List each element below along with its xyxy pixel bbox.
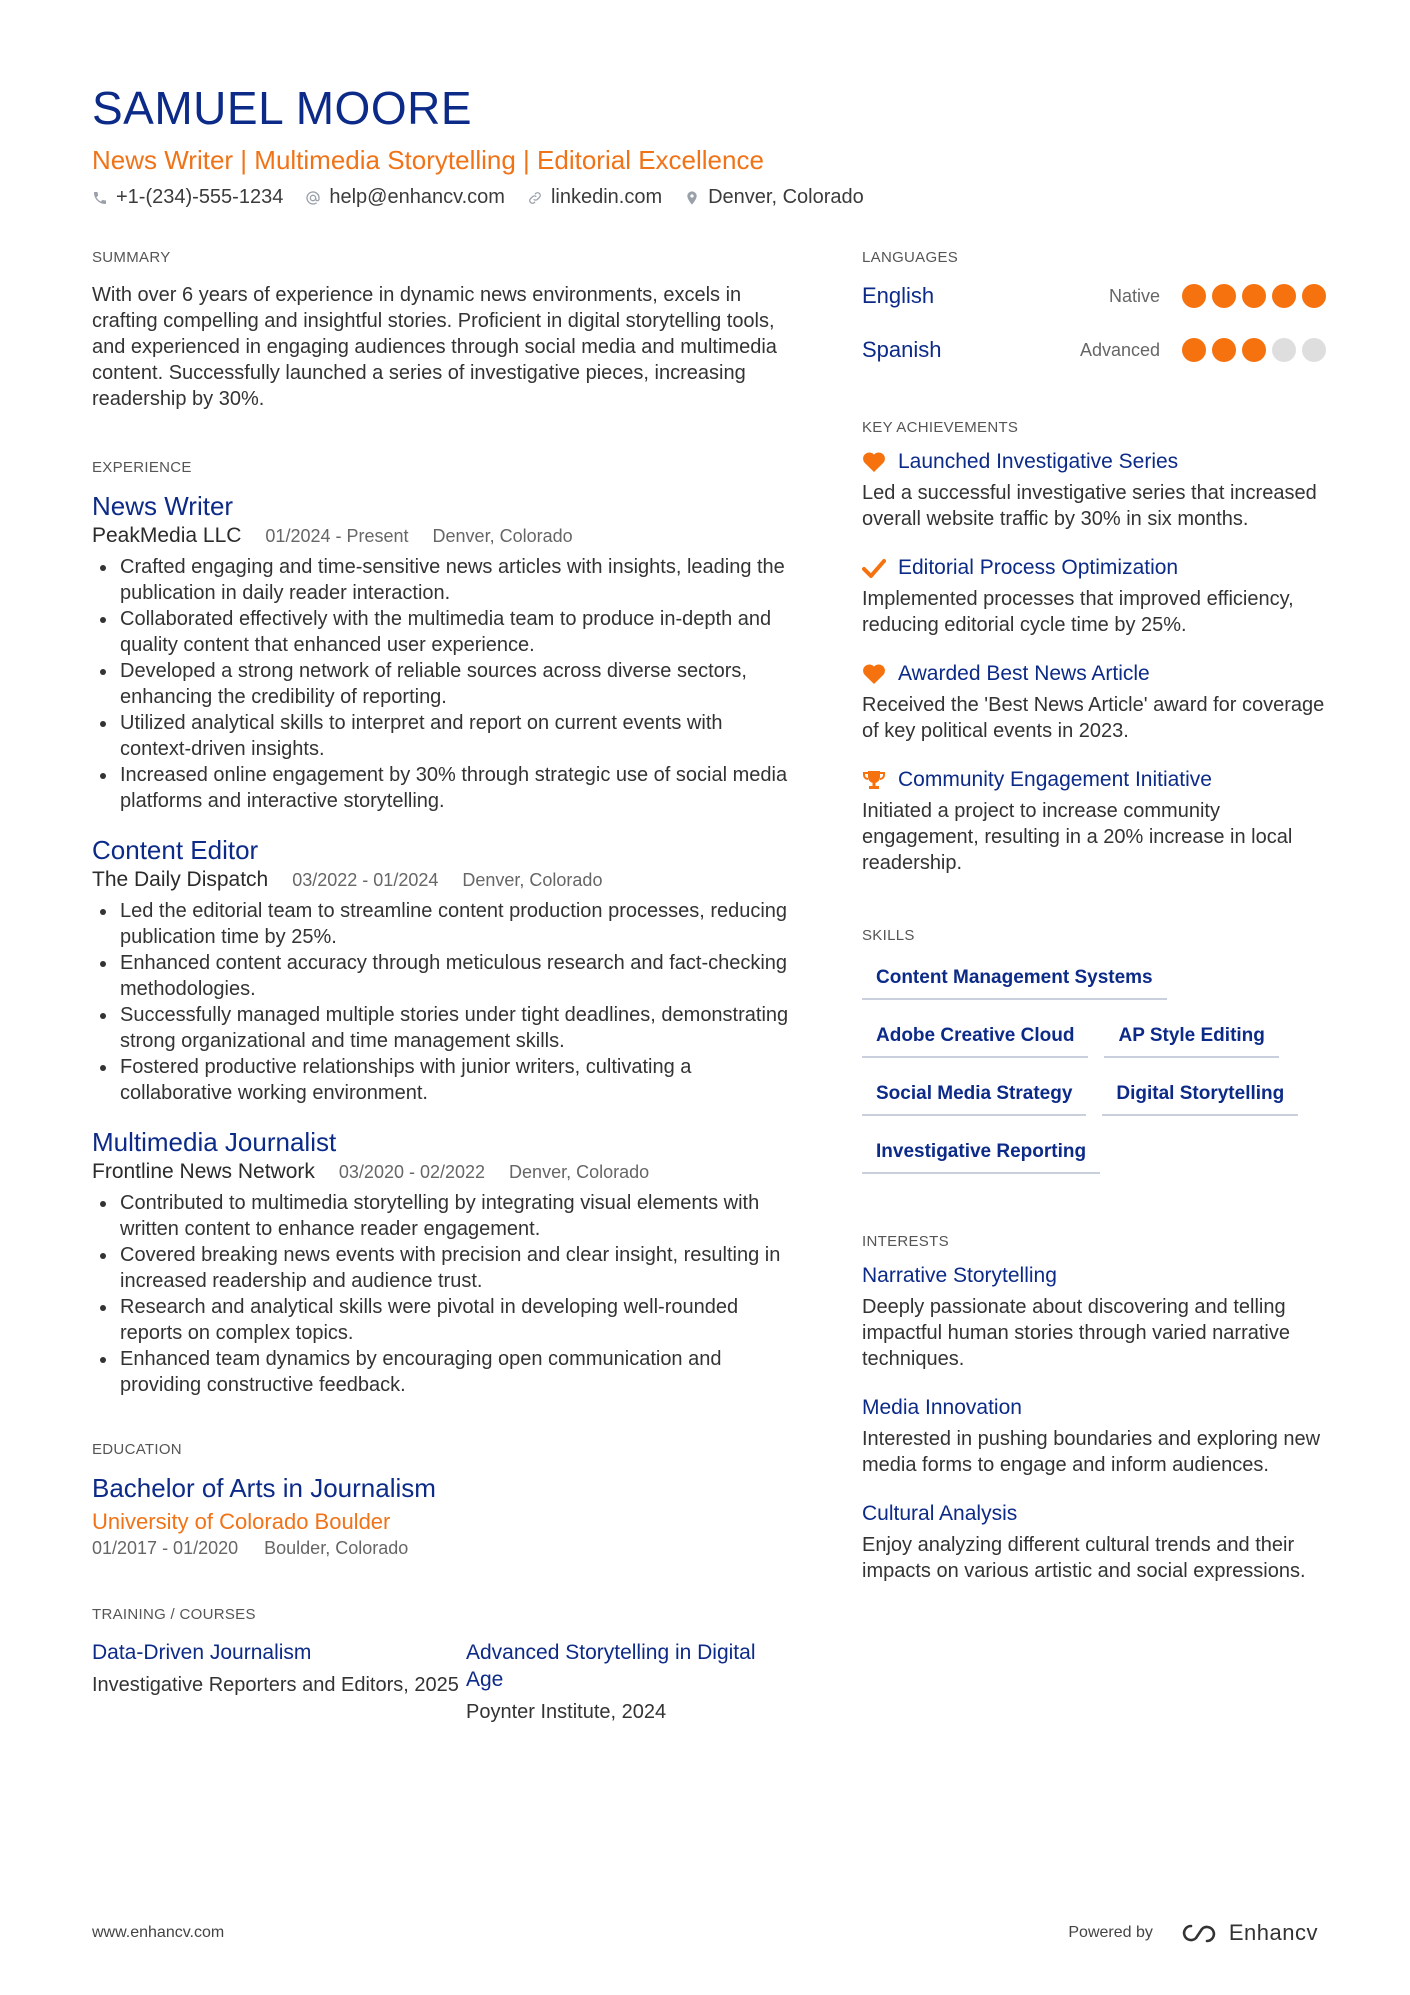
heart-icon: [862, 663, 886, 685]
achievement-head: [862, 554, 1326, 582]
job-bullet: Contributed to multimedia storytelling by integrating visual elements with written content to enhance reader engagement.: [92, 1190, 792, 1242]
heart-icon: [862, 451, 886, 473]
interest-title: Media Innovation: [862, 1396, 1022, 1419]
check-icon: [862, 557, 886, 579]
contact-location-text: Denver, Colorado: [708, 186, 864, 208]
job-entry: [92, 490, 792, 814]
language-name: English: [862, 283, 935, 308]
interest-desc: Enjoy analyzing different cultural trends and their impacts on various artistic and social expressions.: [862, 1534, 1306, 1582]
interests-section: [862, 1232, 1326, 1584]
contact-phone-text: +1-(234)-555-1234: [116, 186, 284, 208]
skill-tag: Content Management Systems: [862, 956, 1167, 1000]
interests-heading: INTERESTS: [862, 1233, 949, 1250]
achievement-title: Editorial Process Optimization: [898, 556, 1179, 579]
achievement-title: Launched Investigative Series: [898, 450, 1179, 473]
achievement-title: Awarded Best News Article: [898, 662, 1150, 685]
language-level: Advanced: [1079, 339, 1160, 360]
course-title: Advanced Storytelling in Digital Age: [466, 1641, 756, 1691]
course-item: [466, 1639, 766, 1725]
experience-section: [92, 458, 792, 1398]
contact-location: [684, 186, 864, 209]
rating-dot-filled: [1302, 284, 1326, 308]
location-pin-icon: [684, 190, 700, 206]
job-bullet: Increased online engagement by 30% through strategic use of social media platforms and interactive storytelling.: [92, 762, 792, 814]
left-column: [92, 248, 792, 1725]
education-degree: Bachelor of Arts in Journalism: [92, 1473, 436, 1503]
achievement-title: Community Engagement Initiative: [898, 768, 1212, 791]
right-column: [862, 248, 1326, 1584]
achievement-desc: Led a successful investigative series that increased overall website traffic by 30% in six months.: [862, 482, 1317, 530]
job-bullet: Covered breaking news events with precision and clear insight, resulting in increased readership and audience trust.: [92, 1242, 792, 1294]
job-bullet: Developed a strong network of reliable sources across diverse sectors, enhancing the credibility of reporting.: [92, 658, 792, 710]
training-section: [92, 1605, 792, 1725]
resume-header: [92, 82, 1332, 209]
job-bullets: [92, 1190, 792, 1398]
course-list: [92, 1639, 792, 1725]
job-bullet: Research and analytical skills were pivotal in developing well-rounded reports on complex topics.: [92, 1294, 792, 1346]
achievement-item: [862, 448, 1326, 532]
candidate-headline: News Writer | Multimedia Storytelling | Editorial Excellence: [92, 145, 764, 175]
skill-tag: Investigative Reporting: [862, 1130, 1100, 1174]
contact-email-text: help@enhancv.com: [329, 186, 505, 208]
skill-tag: Social Media Strategy: [862, 1072, 1086, 1116]
job-bullet: Led the editorial team to streamline content production processes, reducing publication time by 25%.: [92, 898, 792, 950]
education-location: Boulder, Colorado: [264, 1538, 409, 1558]
job-title: News Writer: [92, 491, 234, 521]
interest-item: [862, 1500, 1326, 1584]
language-rating: [1176, 338, 1326, 362]
job-bullets: [92, 898, 792, 1106]
experience-heading: EXPERIENCE: [92, 459, 192, 476]
job-title: Multimedia Journalist: [92, 1127, 337, 1157]
rating-dot-filled: [1242, 338, 1266, 362]
interest-desc: Deeply passionate about discovering and telling impactful human stories through varied narrative techniques.: [862, 1296, 1290, 1370]
summary-section: [92, 248, 792, 412]
brand-name: Enhancv: [1228, 1920, 1318, 1945]
skill-tag: AP Style Editing: [1104, 1014, 1278, 1058]
enhancv-logo-icon: [1177, 1922, 1221, 1944]
rating-dot-filled: [1272, 284, 1296, 308]
interest-title: Narrative Storytelling: [862, 1264, 1057, 1287]
languages-section: [862, 248, 1326, 366]
job-meta: [92, 524, 792, 548]
job-title: Content Editor: [92, 835, 259, 865]
contact-linkedin[interactable]: [527, 186, 662, 209]
skills-section: [862, 926, 1326, 1188]
link-icon: [527, 190, 543, 206]
job-entry: [92, 834, 792, 1106]
training-heading: TRAINING / COURSES: [92, 1606, 256, 1623]
job-location: Denver, Colorado: [432, 526, 573, 546]
interest-item: [862, 1262, 1326, 1372]
job-company: Frontline News Network: [92, 1160, 315, 1183]
rating-dot-filled: [1182, 284, 1206, 308]
contact-linkedin-text: linkedin.com: [550, 186, 663, 208]
job-company: PeakMedia LLC: [92, 524, 242, 547]
job-bullet: Enhanced content accuracy through meticulous research and fact-checking methodologies.: [92, 950, 792, 1002]
job-meta: [92, 868, 792, 892]
achievements-section: [862, 418, 1326, 876]
education-heading: EDUCATION: [92, 1441, 182, 1458]
job-dates: 03/2020 - 02/2022: [338, 1162, 486, 1182]
job-dates: 03/2022 - 01/2024: [292, 870, 439, 890]
achievement-head: [862, 766, 1326, 794]
interest-desc: Interested in pushing boundaries and exploring new media forms to engage and inform audiences.: [862, 1428, 1321, 1476]
footer-brand: [1068, 1920, 1318, 1946]
skills-list: [862, 956, 1332, 1188]
interest-item: [862, 1394, 1326, 1478]
education-school: University of Colorado Boulder: [92, 1509, 391, 1534]
achievement-head: [862, 660, 1326, 688]
job-bullet: Crafted engaging and time-sensitive news articles with insights, leading the publication in daily reader interaction.: [92, 554, 792, 606]
job-bullet: Fostered productive relationships with junior writers, cultivating a collaborative working environment.: [92, 1054, 792, 1106]
language-level: Native: [1108, 285, 1160, 306]
languages-heading: LANGUAGES: [862, 249, 959, 266]
skill-tag: Digital Storytelling: [1102, 1072, 1298, 1116]
candidate-name: SAMUEL MOORE: [92, 82, 473, 134]
contact-phone[interactable]: [92, 186, 283, 209]
contact-email[interactable]: [305, 186, 505, 209]
education-meta: [92, 1538, 792, 1559]
job-location: Denver, Colorado: [509, 1162, 650, 1182]
rating-dot-filled: [1182, 338, 1206, 362]
job-bullet: Collaborated effectively with the multimedia team to produce in-depth and quality content that enhanced user experience.: [92, 606, 792, 658]
skills-heading: SKILLS: [862, 927, 915, 944]
achievement-desc: Implemented processes that improved efficiency, reducing editorial cycle time by 25%.: [862, 588, 1294, 636]
summary-text: With over 6 years of experience in dynamic news environments, excels in crafting compelling and insightful stories. Proficient in digital storytelling tools, and experienced in engaging audiences through social media and multimedia content. Successfully launched a series of investigative pieces, increasing readership by 30%.: [92, 284, 777, 410]
rating-dot-empty: [1272, 338, 1296, 362]
rating-dot-empty: [1302, 338, 1326, 362]
achievement-item: [862, 660, 1326, 744]
language-row: [862, 280, 1326, 312]
course-title: Data-Driven Journalism: [92, 1641, 312, 1664]
job-bullet: Utilized analytical skills to interpret and report on current events with context-driven insights.: [92, 710, 792, 762]
powered-by-label: Powered by: [1068, 1924, 1153, 1941]
achievement-item: [862, 766, 1326, 876]
rating-dot-filled: [1212, 284, 1236, 308]
job-entry: [92, 1126, 792, 1398]
achievement-desc: Received the 'Best News Article' award for coverage of key political events in 2023.: [862, 694, 1325, 742]
summary-heading: SUMMARY: [92, 249, 171, 266]
achievement-item: [862, 554, 1326, 638]
contact-bar: [92, 186, 1332, 209]
footer-url[interactable]: www.enhancv.com: [92, 1924, 225, 1941]
job-bullet: Successfully managed multiple stories under tight deadlines, demonstrating strong organizational and time management skills.: [92, 1002, 792, 1054]
footer: [92, 1920, 1318, 1946]
achievements-heading: KEY ACHIEVEMENTS: [862, 419, 1019, 436]
language-rating: [1176, 284, 1326, 308]
achievement-head: [862, 448, 1326, 476]
course-org: Poynter Institute, 2024: [466, 1701, 667, 1723]
phone-icon: [92, 190, 108, 206]
skill-tag: Adobe Creative Cloud: [862, 1014, 1088, 1058]
job-bullet: Enhanced team dynamics by encouraging open communication and providing constructive feedback.: [92, 1346, 792, 1398]
education-section: [92, 1440, 792, 1559]
job-dates: 01/2024 - Present: [265, 526, 409, 546]
job-bullets: [92, 554, 792, 814]
trophy-icon: [862, 769, 886, 791]
interest-title: Cultural Analysis: [862, 1502, 1018, 1525]
course-org: Investigative Reporters and Editors, 2025: [92, 1674, 459, 1696]
achievement-desc: Initiated a project to increase community engagement, resulting in a 20% increase in local readership.: [862, 800, 1293, 874]
language-name: Spanish: [862, 337, 942, 362]
rating-dot-filled: [1242, 284, 1266, 308]
job-meta: [92, 1160, 792, 1184]
at-icon: [305, 190, 321, 206]
education-dates: 01/2017 - 01/2020: [92, 1538, 239, 1558]
language-row: [862, 334, 1326, 366]
job-company: The Daily Dispatch: [92, 868, 269, 891]
rating-dot-filled: [1212, 338, 1236, 362]
job-location: Denver, Colorado: [462, 870, 603, 890]
course-item: [92, 1639, 466, 1725]
